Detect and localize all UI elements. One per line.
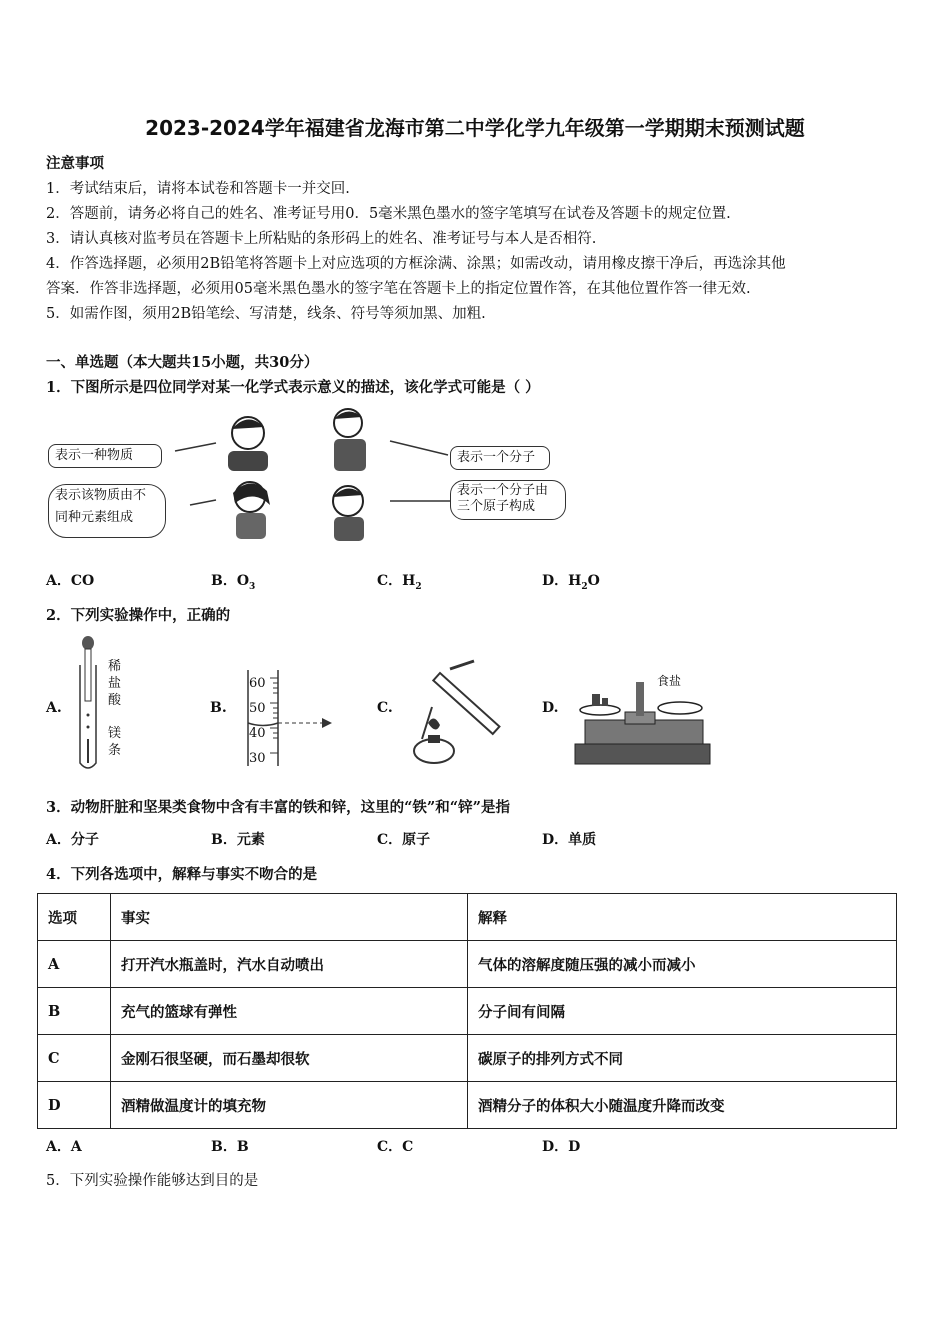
table-cell: 碳原子的排列方式不同: [468, 1035, 897, 1082]
table-header: 事实: [111, 894, 468, 941]
notice-item: 2．答题前，请务必将自己的姓名、准考证号用0．5毫米黑色墨水的签字笔填写在试卷及答题卡的规定位置.: [46, 206, 731, 222]
table-row: [38, 988, 897, 1035]
table-header-row: [38, 894, 897, 941]
table-cell: C: [38, 1035, 111, 1082]
fig-a-label: 镁: [108, 726, 122, 741]
table-cell: D: [38, 1082, 111, 1129]
table-cell: 充气的篮球有弹性: [111, 988, 468, 1035]
bubble-text: 表示该物质由不: [55, 488, 147, 503]
q4-option-a: A．A: [46, 1139, 82, 1155]
dropper-tube-figure: [72, 635, 112, 773]
scale-label: 50: [249, 701, 266, 716]
page-title: 2023-2024学年福建省龙海市第二中学化学九年级第一学期期末预测试题: [145, 116, 805, 140]
table-cell: 酒精分子的体积大小随温度升降而改变: [468, 1082, 897, 1129]
table-row: [38, 1035, 897, 1082]
q2-stem: 2．下列实验操作中，正确的: [46, 607, 231, 624]
cylinder-scale: [249, 671, 266, 771]
speech-bubble: [48, 484, 166, 538]
q2-label-b: B.: [210, 700, 227, 716]
notice-item: 5．如需作图，须用2B铅笔绘、写清楚，线条、符号等须加黑、加粗.: [46, 306, 486, 322]
balance-figure: [570, 672, 715, 772]
notice-heading: 注意事项: [46, 155, 104, 172]
bubble-text: 表示一种物质: [55, 448, 134, 463]
notice-item: 4．作答选择题，必须用2B铅笔将答题卡上对应选项的方框涂满、涂黑；如需改动，请用橡皮擦干净后，再选涂其他: [46, 256, 786, 272]
q1-stem: 1．下图所示是四位同学对某一化学式表示意义的描述，该化学式可能是（ ）: [46, 379, 540, 396]
section-heading: 一、单选题（本大题共15小题，共30分）: [46, 354, 319, 371]
table-cell: 金刚石很坚硬，而石墨却很软: [111, 1035, 468, 1082]
table-cell: 分子间有间隔: [468, 988, 897, 1035]
table-cell: 气体的溶解度随压强的减小而减小: [468, 941, 897, 988]
q4-option-d: D．D: [542, 1139, 581, 1155]
fig-a-label: 条: [108, 743, 122, 758]
q5-stem: 5．下列实验操作能够达到目的是: [46, 1173, 259, 1189]
table-cell: A: [38, 941, 111, 988]
speech-bubble: [450, 446, 550, 470]
q4-table: [37, 893, 897, 1129]
fig-a-label: 盐: [108, 676, 122, 691]
q2-label-c: C.: [377, 700, 393, 716]
q3-option-d: D．单质: [542, 832, 597, 848]
notice-item: 1．考试结束后，请将本试卷和答题卡一并交回.: [46, 181, 350, 197]
bubble-text: 同种元素组成: [55, 510, 134, 525]
q1-option-d: D．$H_2O$: [542, 573, 600, 592]
notice-item: 答案．作答非选择题，必须用05毫米黑色墨水的签字笔在答题卡上的指定位置作答，在其他位置作答一律无效.: [46, 281, 751, 297]
q2-label-a: A.: [46, 700, 62, 716]
q2-label-d: D.: [542, 700, 559, 716]
bubble-text: 三个原子构成: [457, 499, 536, 514]
scale-label: 40: [249, 726, 266, 741]
heating-tube-figure: [400, 655, 530, 773]
balance-label: 食盐: [657, 674, 682, 688]
q4-stem: 4．下列各选项中，解释与事实不吻合的是: [46, 866, 318, 883]
table-cell: 酒精做温度计的填充物: [111, 1082, 468, 1129]
q1-option-c: C．$H_2$: [377, 573, 422, 592]
fig-a-labels: [108, 658, 124, 759]
q3-option-c: C．原子: [377, 832, 431, 848]
speech-bubble: [48, 444, 162, 468]
bubble-text: 表示一个分子: [457, 450, 536, 465]
table-header: 解释: [468, 894, 897, 941]
table-row: [38, 941, 897, 988]
speech-bubble: [450, 480, 566, 520]
q4-option-b: B．B: [211, 1139, 249, 1155]
fig-a-label: 酸: [108, 693, 122, 708]
q3-option-a: A．分子: [46, 832, 99, 848]
table-header: 选项: [38, 894, 111, 941]
q3-option-b: B．元素: [211, 832, 265, 848]
q1-option-a: A．CO: [46, 573, 95, 589]
scale-label: 30: [249, 751, 266, 766]
q4-option-c: C．C: [377, 1139, 414, 1155]
q1-option-b: B．$O_3$: [211, 573, 256, 592]
scale-label: 60: [249, 676, 266, 691]
notice-item: 3．请认真核对监考员在答题卡上所粘贴的条形码上的姓名、准考证号与本人是否相符.: [46, 231, 597, 247]
table-cell: 打开汽水瓶盖时，汽水自动喷出: [111, 941, 468, 988]
q3-stem: 3．动物肝脏和坚果类食物中含有丰富的铁和锌，这里的“铁”和“锌”是指: [46, 799, 510, 816]
bubble-text: 表示一个分子由: [457, 483, 549, 498]
fig-a-label: 稀: [108, 659, 122, 674]
table-cell: B: [38, 988, 111, 1035]
table-row: [38, 1082, 897, 1129]
